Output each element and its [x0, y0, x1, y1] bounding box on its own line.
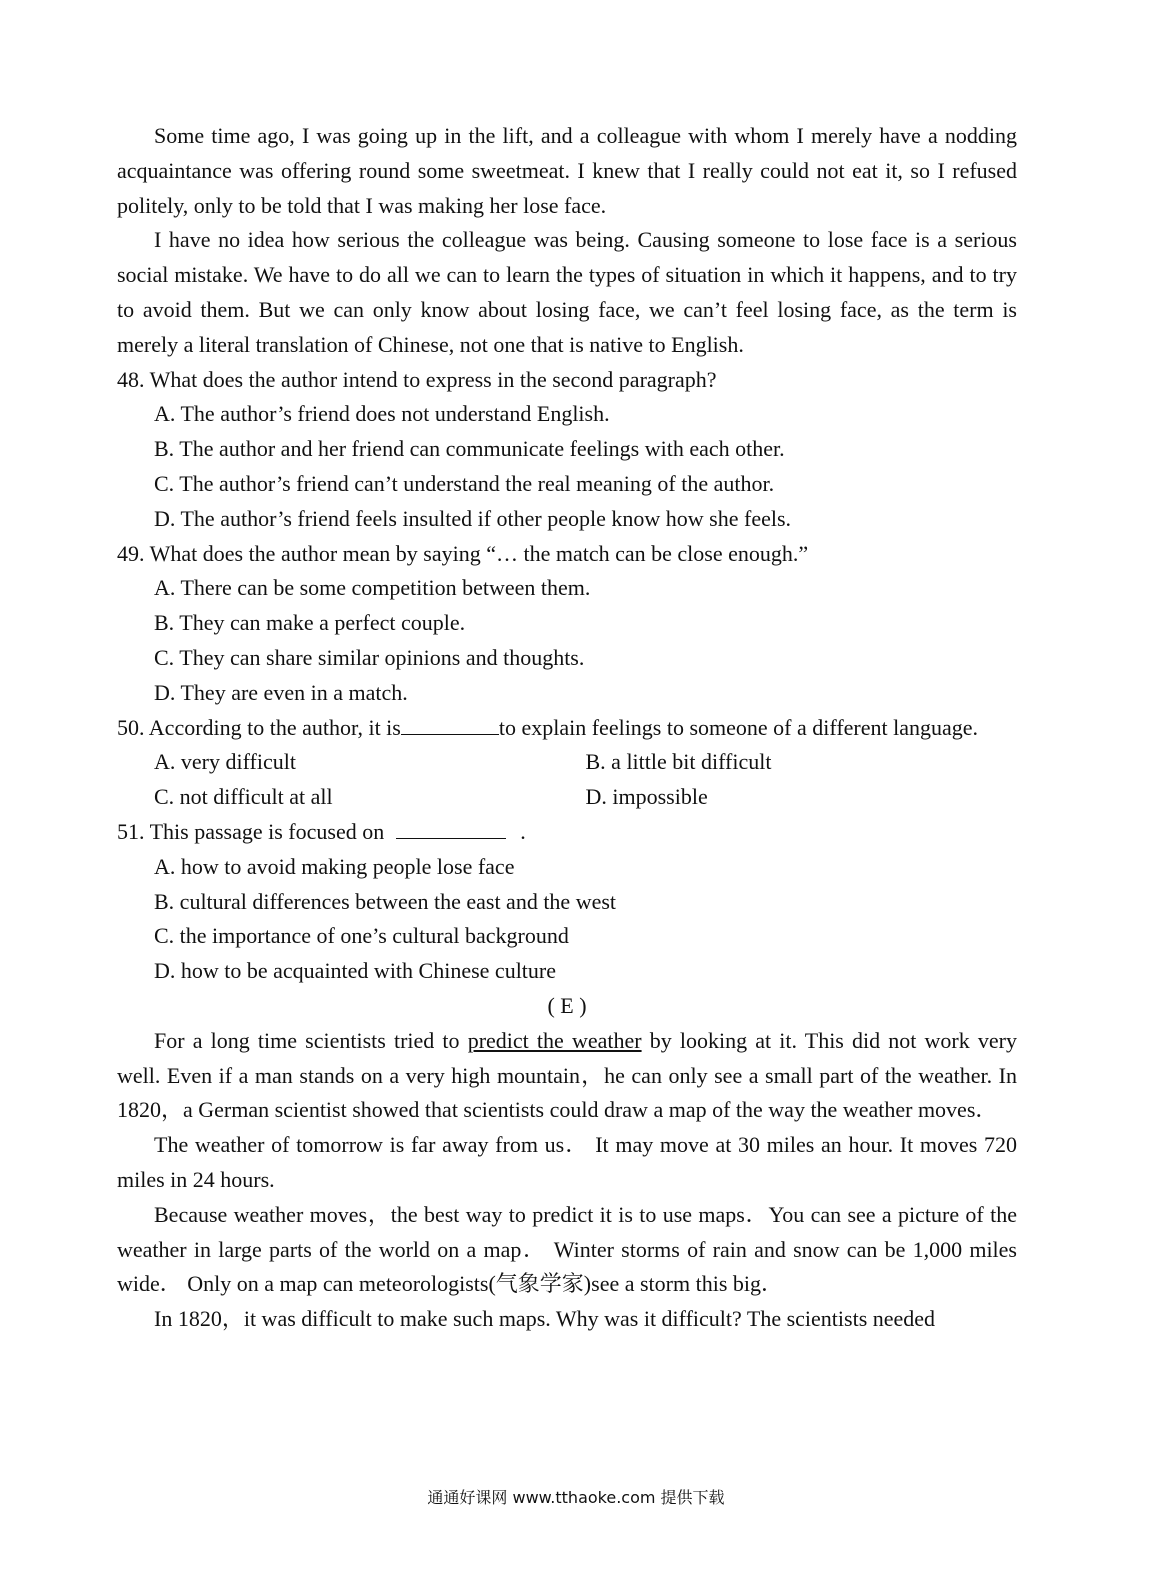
question-49-option-b: B. They can make a perfect couple.	[154, 610, 466, 636]
page-content	[117, 119, 1017, 1337]
question-49-option-d: D. They are even in a match.	[154, 679, 408, 705]
question-49-option-c: C. They can share similar opinions and thoughts.	[154, 644, 585, 670]
section-heading-e: ( E )	[547, 992, 587, 1018]
question-51-stem-end: .	[520, 818, 526, 844]
question-49-stem: 49. What does the author mean by saying “… the match can be close enough.”	[117, 540, 809, 566]
question-48-stem: 48. What does the author intend to express in the second paragraph?	[117, 366, 717, 392]
question-50-option-d: D. impossible	[585, 784, 708, 810]
answer-blank	[401, 712, 499, 735]
answer-blank	[396, 816, 506, 839]
question-50-option-c: C. not difficult at all	[154, 784, 333, 810]
question-48-option-b: B. The author and her friend can communicate feelings with each other.	[154, 436, 785, 462]
underlined-phrase: predict the weather	[467, 1027, 642, 1053]
passage-e-paragraph-2: The weather of tomorrow is far away from us． It may move at 30 miles an hour. It moves 720 miles in 24 hours.	[117, 1132, 1017, 1192]
question-50-stem	[117, 711, 1017, 746]
question-51-option-c: C. the importance of one’s cultural background	[154, 923, 569, 949]
page-footer: 通通好课网 www.tthaoke.com 提供下载	[427, 1488, 725, 1507]
passage-e-paragraph-1	[117, 1024, 1017, 1128]
passage-d-paragraph-1: Some time ago, I was going up in the lift, and a colleague with whom I merely have a nodding acquaintance was offering round some sweetmeat. I knew that I really could not eat it, so I refused politely, only to be told that I was making her lose face.	[117, 123, 1017, 218]
question-51-option-d: D. how to be acquainted with Chinese culture	[154, 958, 557, 984]
question-51-option-a: A. how to avoid making people lose face	[154, 853, 515, 879]
question-51-option-b: B. cultural differences between the east and the west	[154, 888, 617, 914]
question-50-stem-start: 50. According to the author, it is	[117, 714, 401, 740]
passage-e-paragraph-1-start: For a long time scientists tried to	[154, 1027, 468, 1053]
question-51-stem-start: 51. This passage is focused on	[117, 818, 385, 844]
question-50	[117, 711, 1017, 815]
question-50-option-a: A. very difficult	[154, 749, 296, 775]
question-48-option-c: C. The author’s friend can’t understand the real meaning of the author.	[154, 470, 775, 496]
passage-e-paragraph-1-end: by looking at it. This did not work very well. Even if a man stands on a very high mountain，he can only see a small part of the weather. In 1820，a German scientist showed that scientists could draw a map of the way the weather moves．	[117, 1027, 1018, 1123]
question-51	[117, 815, 1017, 989]
question-51-stem	[117, 815, 1017, 850]
question-48-option-a: A. The author’s friend does not understand English.	[154, 401, 610, 427]
question-49	[117, 537, 1017, 711]
question-49-option-a: A. There can be some competition between them.	[154, 575, 591, 601]
passage-d-paragraph-2: I have no idea how serious the colleague was being. Causing someone to lose face is a serious social mistake. We have to do all we can to learn the types of situation in which it happens, and to try to avoid them. But we can only know about losing face, we can’t feel losing face, as the term is merely a literal translation of Chinese, not one that is native to English.	[117, 227, 1017, 357]
passage-e-paragraph-3: Because weather moves，the best way to predict it is to use maps．You can see a picture of the weather in large parts of the world on a map． Winter storms of rain and snow can be 1,000 miles wide． Only on a map can meteorologists(气象学家)see a storm this big．	[117, 1201, 1017, 1297]
passage-e-paragraph-4: In 1820，it was difficult to make such maps. Why was it difficult? The scientists needed	[154, 1306, 936, 1332]
question-50-options-row-2	[117, 780, 1017, 815]
question-50-options-row-1	[117, 745, 1017, 780]
question-48	[117, 363, 1017, 537]
question-50-stem-end: to explain feelings to someone of a different language.	[498, 714, 979, 740]
question-50-option-b: B. a little bit difficult	[585, 749, 772, 775]
question-48-option-d: D. The author’s friend feels insulted if other people know how she feels.	[154, 505, 792, 531]
